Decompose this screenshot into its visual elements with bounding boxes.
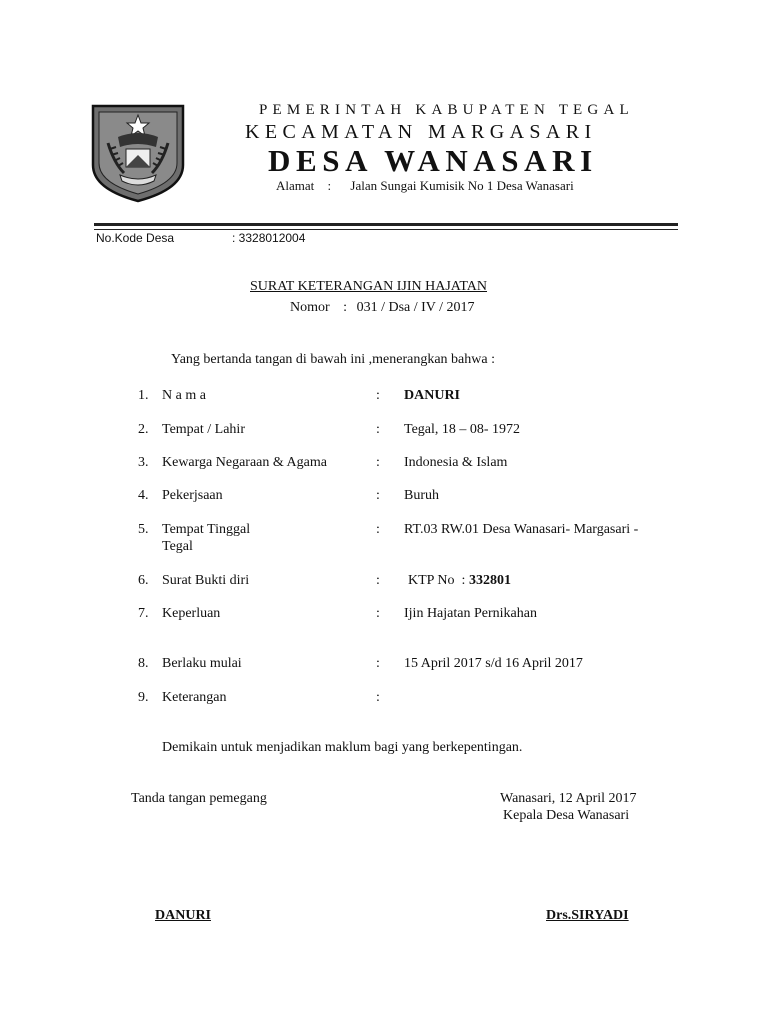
nomor-label: Nomor <box>290 300 330 315</box>
header-rule-thick <box>94 223 678 226</box>
item-value-tempat-tinggal: RT.03 RW.01 Desa Wanasari- Margasari - <box>404 522 639 537</box>
closing-text: Demikain untuk menjadikan maklum bagi yang berkepentingan. <box>162 740 523 755</box>
header-government: PEMERINTAH KABUPATEN TEGAL <box>259 102 634 118</box>
item-colon: : <box>376 573 380 588</box>
item-colon: : <box>376 606 380 621</box>
item-label-keterangan: Keterangan <box>162 690 227 705</box>
item-value-tempat-lahir: Tegal, 18 – 08- 1972 <box>404 422 521 437</box>
item-value-keperluan: Ijin Hajatan Pernikahan <box>404 606 537 621</box>
item-number: 6. <box>138 573 149 588</box>
address-separator: : <box>327 178 332 193</box>
signer-name: Drs.SIRYADI <box>546 908 629 923</box>
item-value-kewarganegaraan: Indonesia & Islam <box>404 455 508 470</box>
item-colon: : <box>376 488 380 503</box>
item-number: 7. <box>138 606 149 621</box>
item-label-bukti-diri: Surat Bukti diri <box>162 573 250 588</box>
kabupaten-tegal-emblem <box>90 103 186 203</box>
holder-signature-label: Tanda tangan pemegang <box>131 791 267 806</box>
address-label: Alamat <box>276 178 315 193</box>
header-desa: DESA WANASARI <box>268 143 598 178</box>
letter-number <box>290 300 475 316</box>
item-value-nama: DANURI <box>404 388 460 403</box>
ktp-label: KTP No : <box>408 573 469 588</box>
item-number: 2. <box>138 422 149 437</box>
item-number: 5. <box>138 522 149 537</box>
item-value-pekerjaan: Buruh <box>404 488 439 503</box>
header-address <box>276 178 574 194</box>
item-value-tempat-tinggal-cont: Tegal <box>162 539 193 554</box>
holder-name: DANURI <box>155 908 211 923</box>
item-colon: : <box>376 388 380 403</box>
letter-title: SURAT KETERANGAN IJIN HAJATAN <box>250 279 488 294</box>
item-value-bukti-diri <box>408 573 511 589</box>
item-label-kewarganegaraan: Kewarga Negaraan & Agama <box>162 455 327 470</box>
address-value: Jalan Sungai Kumisik No 1 Desa Wanasari <box>350 178 574 193</box>
nomor-separator: : <box>343 300 348 315</box>
header-kecamatan: KECAMATAN MARGASARI <box>245 121 597 143</box>
signer-role: Kepala Desa Wanasari <box>503 808 630 823</box>
place-date: Wanasari, 12 April 2017 <box>500 791 637 806</box>
item-number: 3. <box>138 455 149 470</box>
kode-desa-value: : 3328012004 <box>232 231 306 245</box>
item-label-pekerjaan: Pekerjsaan <box>162 488 223 503</box>
item-colon: : <box>376 455 380 470</box>
item-number: 9. <box>138 690 149 705</box>
item-label-tempat-tinggal: Tempat Tinggal <box>162 522 251 537</box>
ktp-number: 332801 <box>468 573 511 588</box>
item-colon: : <box>376 656 380 671</box>
item-label-tempat-lahir: Tempat / Lahir <box>162 422 245 437</box>
item-label-nama: N a m a <box>162 388 206 403</box>
item-value-berlaku: 15 April 2017 s/d 16 April 2017 <box>404 656 583 671</box>
item-number: 8. <box>138 656 149 671</box>
intro-text: Yang bertanda tangan di bawah ini ,menerangkan bahwa : <box>171 352 495 367</box>
kode-desa-label: No.Kode Desa <box>96 231 175 245</box>
item-colon: : <box>376 422 380 437</box>
item-number: 4. <box>138 488 149 503</box>
item-colon: : <box>376 522 380 537</box>
item-number: 1. <box>138 388 149 403</box>
item-label-keperluan: Keperluan <box>162 606 221 621</box>
header-rule-thin <box>94 229 678 230</box>
item-colon: : <box>376 690 380 705</box>
item-label-berlaku: Berlaku mulai <box>162 656 242 671</box>
nomor-value: 031 / Dsa / IV / 2017 <box>356 300 475 315</box>
